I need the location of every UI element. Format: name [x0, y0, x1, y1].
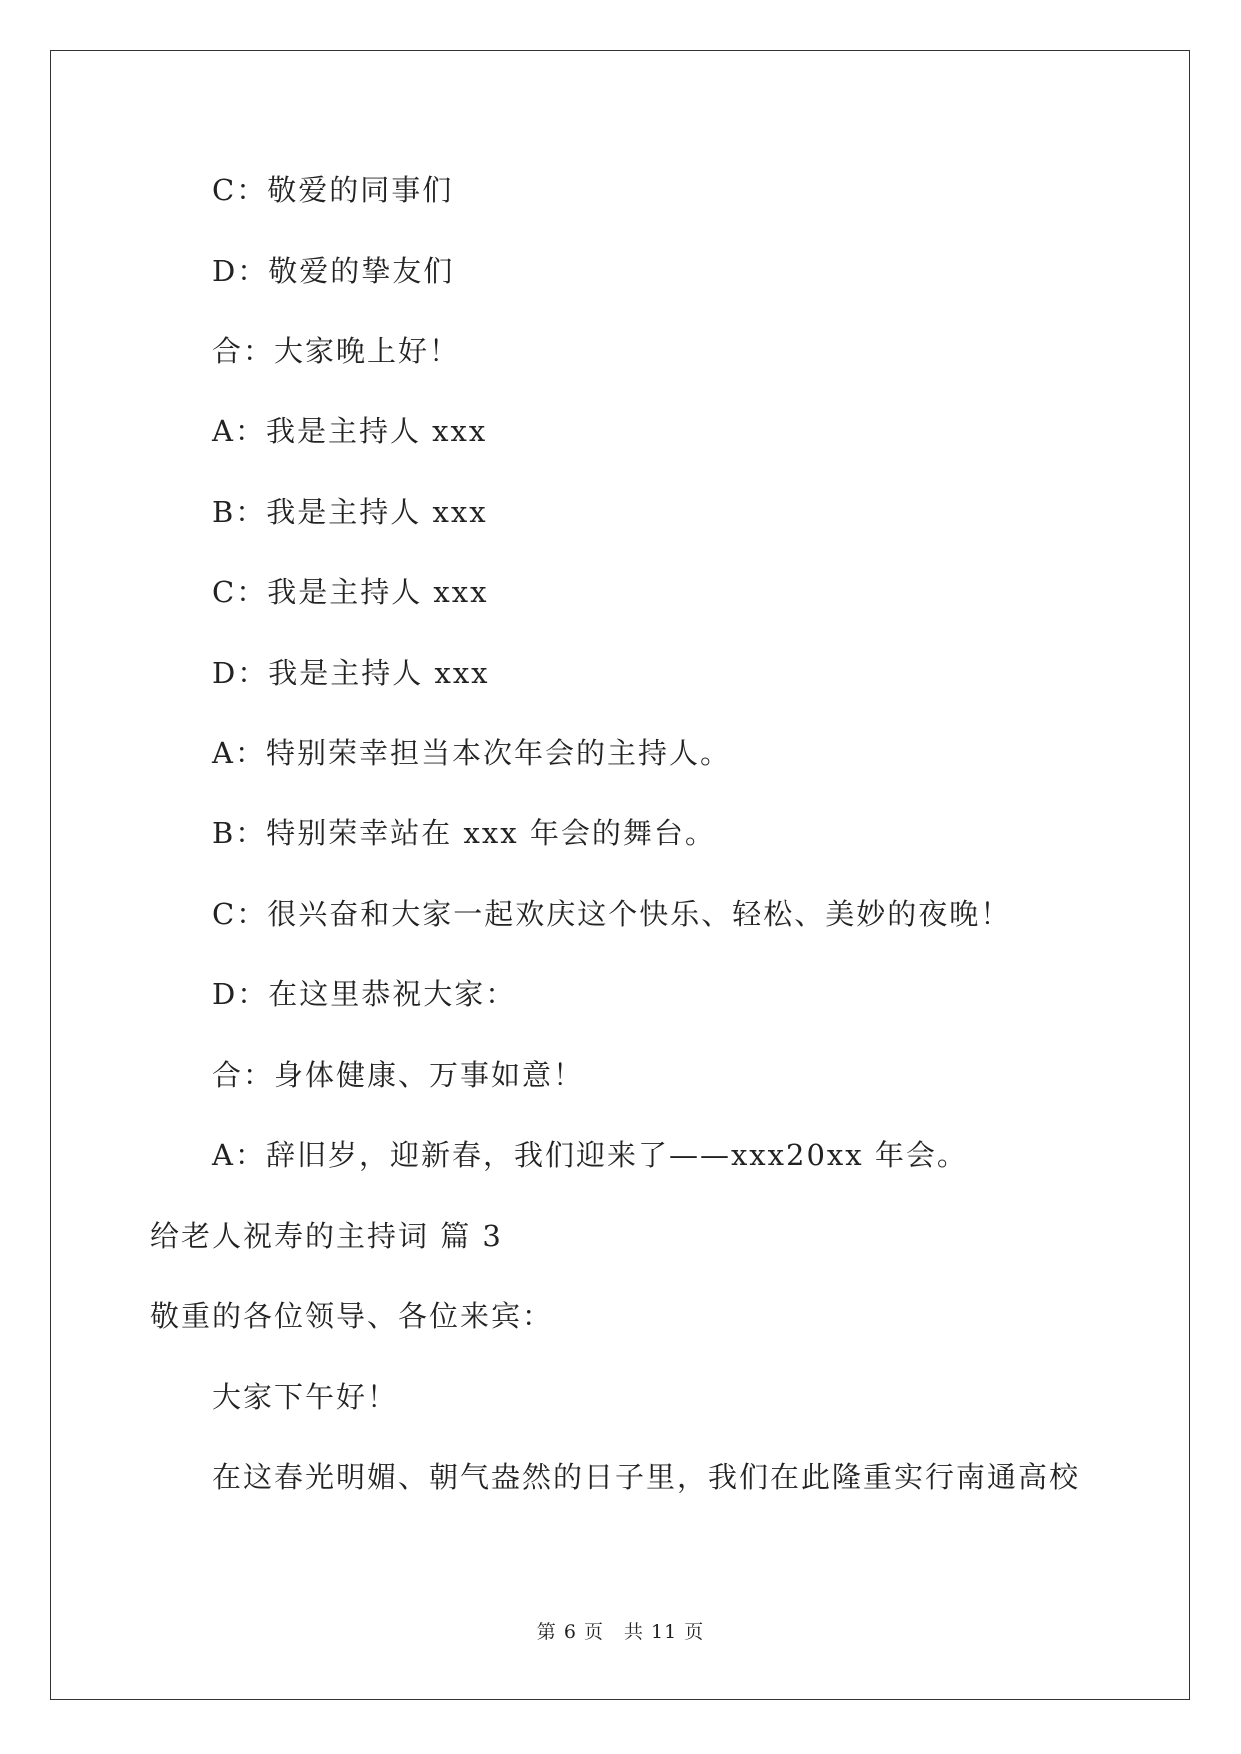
text-line: C：敬爱的同事们: [212, 173, 454, 207]
text-line: 合：身体健康、万事如意！: [212, 1058, 585, 1092]
text-line: B：我是主持人 xxx: [212, 495, 488, 529]
text-line: A：特别荣幸担当本次年会的主持人。: [212, 736, 731, 770]
text-line: A：我是主持人 xxx: [212, 414, 488, 448]
salutation: 敬重的各位领导、各位来宾：: [150, 1299, 554, 1333]
page-number-footer: 第 6 页 共 11 页: [536, 1621, 705, 1643]
text-line: C：很兴奋和大家一起欢庆这个快乐、轻松、美妙的夜晚！: [212, 897, 1012, 931]
text-line: D：我是主持人 xxx: [212, 656, 490, 690]
text-line: 大家下午好！: [212, 1380, 399, 1414]
text-line: 在这春光明媚、朝气盎然的日子里，我们在此隆重实行南通高校: [212, 1460, 1081, 1494]
text-line: C：我是主持人 xxx: [212, 575, 489, 609]
text-line: B：特别荣幸站在 xxx 年会的舞台。: [212, 816, 716, 850]
page-frame: [50, 50, 1190, 1700]
text-line: D：敬爱的挚友们: [212, 254, 455, 288]
section-heading: 给老人祝寿的主持词 篇 3: [150, 1219, 503, 1253]
text-line: D：在这里恭祝大家：: [212, 977, 517, 1011]
text-line: A：辞旧岁，迎新春，我们迎来了——xxx20xx 年会。: [212, 1138, 968, 1172]
text-line: 合：大家晚上好！: [212, 334, 461, 368]
